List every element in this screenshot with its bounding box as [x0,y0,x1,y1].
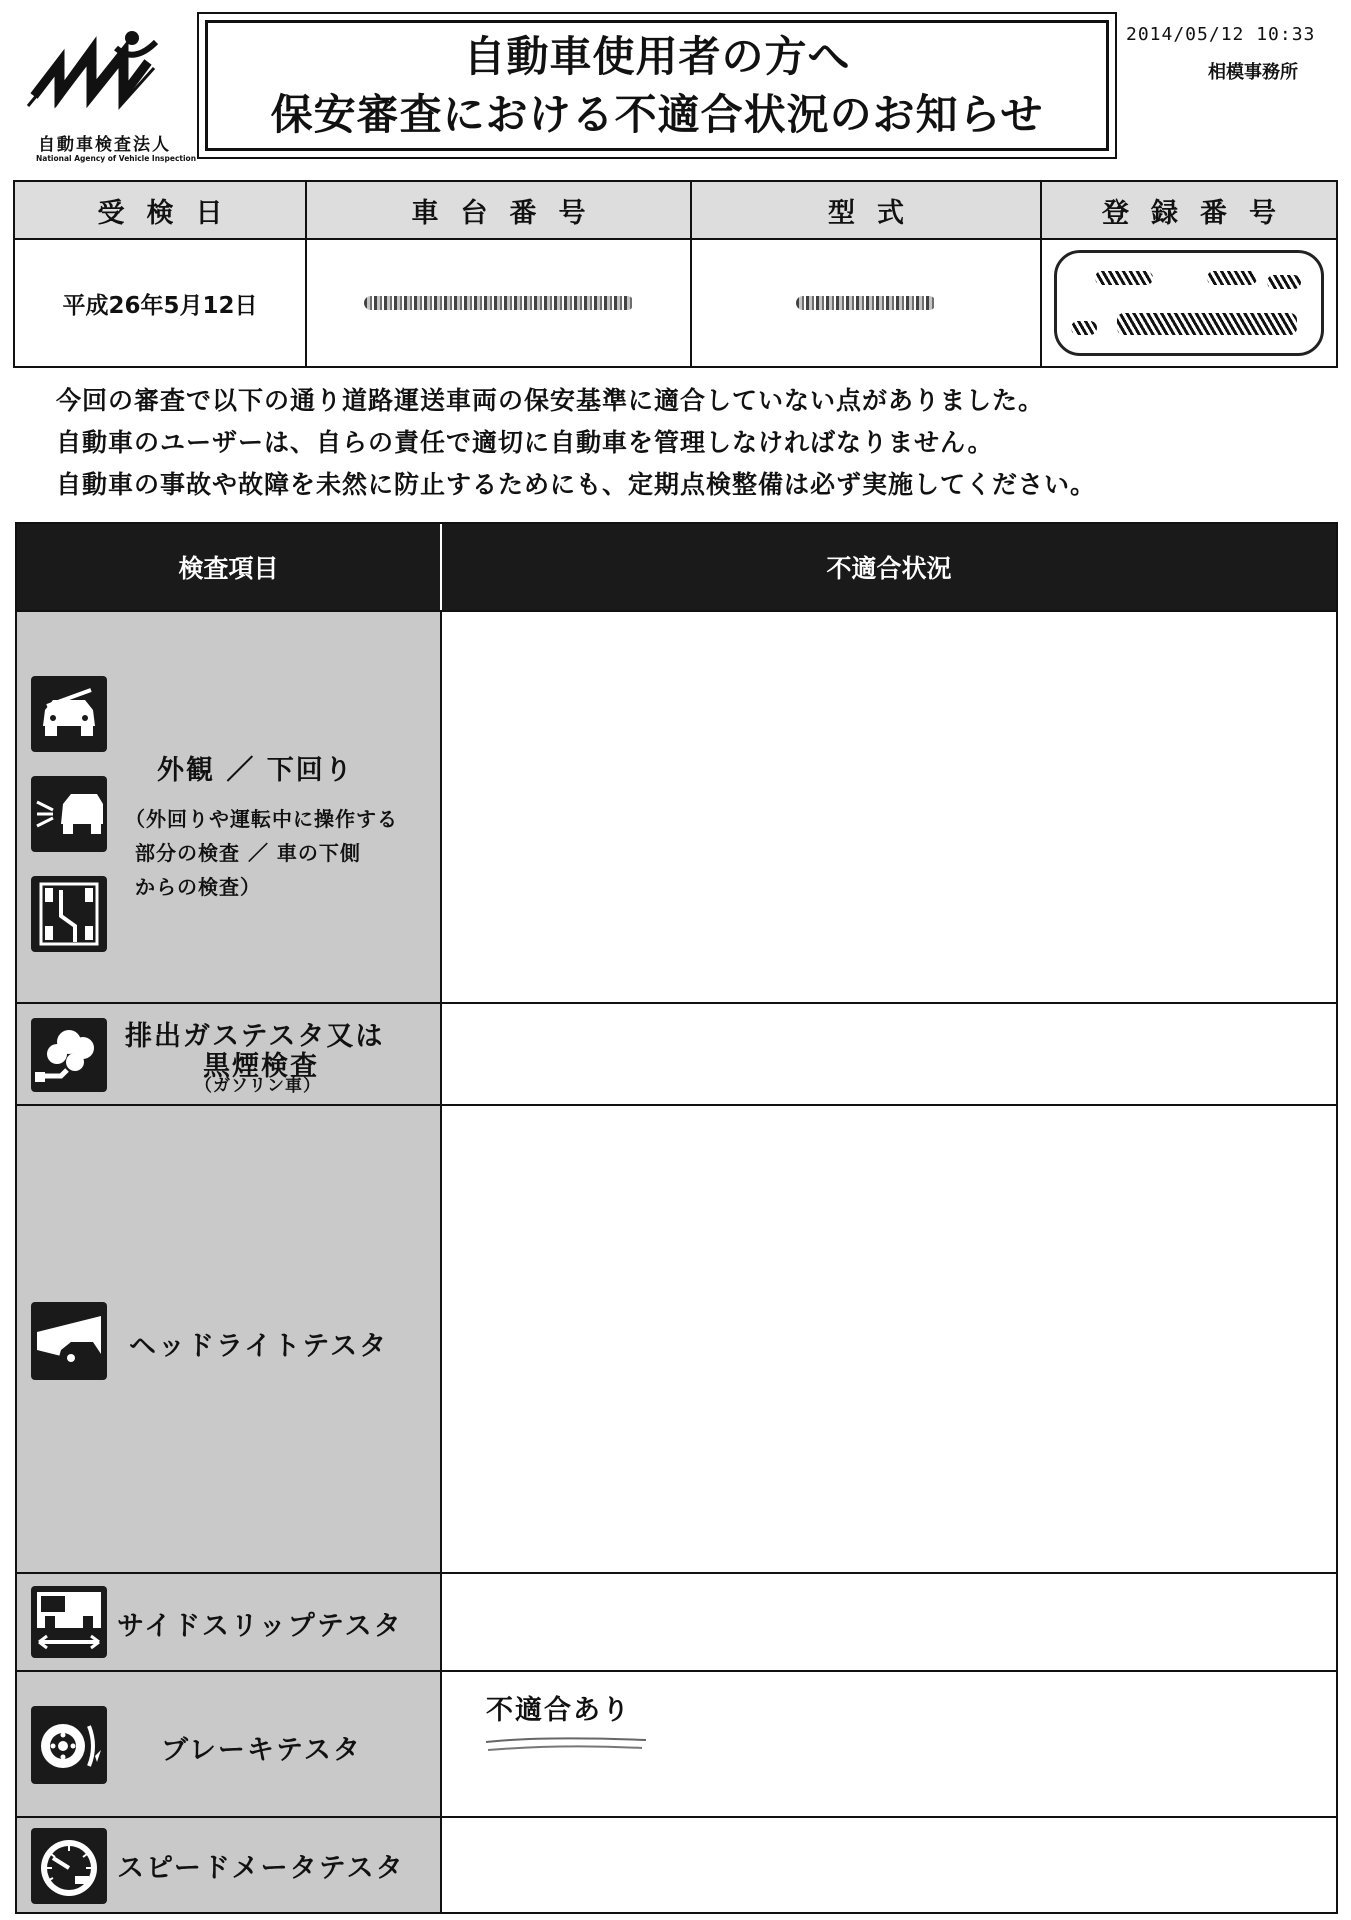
notice-line-2: 自動車のユーザーは、自らの責任で適切に自動車を管理しなければなりません。 [56,428,994,457]
result-row-exhaust [17,1002,1336,1104]
speedometer-icon [31,1828,107,1904]
redaction-scribble [796,296,936,310]
row-item-cell [17,1106,442,1572]
result-row-speedometer [17,1816,1336,1912]
agency-logo [20,22,197,163]
status-cell-speedometer [442,1818,1336,1912]
title-box [197,12,1117,159]
header-chassis-number: 車台番号 [306,181,691,239]
notice-line-3: 自動車の事故や故障を未然に防止するためにも、定期点検整備は必ず実施してください。 [56,470,1097,499]
result-row-side-slip [17,1572,1336,1670]
exhaust-smoke-icon [31,1018,107,1092]
redaction-scribble [1267,275,1301,289]
redaction-scribble [1071,321,1097,335]
office-name: 相模事務所 [1208,62,1298,83]
row-sub-line: （外回りや運転中に操作する [125,807,398,831]
row-item-cell [17,1818,442,1912]
redaction-scribble [1207,271,1257,285]
result-row-headlight [17,1104,1336,1572]
status-nonconforming-text: 不適合あり [486,1695,631,1726]
headlight-icon [31,1302,107,1380]
inspection-date-value: 平成26年5月12日 [14,239,306,367]
license-plate-redacted [1054,250,1324,356]
row-item-cell [17,1574,442,1670]
column-inspection-item: 検査項目 [17,524,442,610]
vehicle-info-table [13,180,1338,368]
row-label-exterior: 外観 ／ 下回り [157,755,354,786]
row-label-brake: ブレーキテスタ [161,1735,362,1766]
title-line-2: 保安審査における不適合状況のお知らせ [270,89,1044,139]
inspection-results-table [15,522,1338,1914]
status-cell-brake [442,1672,1336,1816]
row-sub-exhaust: （ガソリン車） [195,1076,321,1096]
registration-redacted [1041,239,1337,367]
row-label-headlight: ヘッドライトテスタ [129,1331,389,1362]
row-sub-exterior [125,802,398,904]
column-nonconformity-status: 不適合状況 [826,554,952,583]
row-sub-line: からの検査） [135,875,261,899]
redaction-scribble [364,296,634,310]
status-cell-exterior [442,612,1336,1002]
logo-en-text: National Agency of Vehicle Inspection [36,154,197,163]
results-table-header [17,524,1336,610]
notice-line-1: 今回の審査で以下の通り道路運送車両の保安基準に適合していない点がありました。 [56,386,1045,415]
chassis-number-redacted [306,239,691,367]
row-label-line: 排出ガステスタ又は [125,1021,385,1052]
redaction-scribble [1095,271,1153,285]
status-cell-headlight [442,1106,1336,1572]
model-redacted [691,239,1041,367]
handwritten-underline [482,1730,652,1760]
row-sub-line: 部分の検査 ／ 車の下側 [135,841,361,865]
print-datetime: 2014/05/12 10:33 [1126,24,1316,45]
car-light-icon [31,776,107,852]
title-inner [205,20,1109,151]
side-slip-icon [31,1586,107,1658]
redaction-scribble [1117,313,1297,335]
row-item-cell [17,1672,442,1816]
status-cell-exhaust [442,1004,1336,1104]
logo-jp-text: 自動車検査法人 [38,135,171,155]
row-label-exhaust [125,1022,384,1082]
status-cell-side-slip [442,1574,1336,1670]
header-registration-number: 登録番号 [1041,181,1337,239]
brake-icon [31,1706,107,1784]
row-item-cell [17,612,442,1002]
result-row-exterior [17,610,1336,1002]
header-inspection-date: 受検日 [14,181,306,239]
row-label-side-slip: サイドスリップテスタ [117,1611,403,1642]
row-label-line: 黒煙検査 [203,1051,319,1082]
agency-logo-mark [20,22,180,142]
header-model: 型式 [691,181,1041,239]
undercarriage-icon [31,876,107,952]
title-line-1: 自動車使用者の方へ [463,31,851,81]
row-label-speedometer: スピードメータテスタ [117,1853,405,1884]
result-row-brake [17,1670,1336,1816]
notice-text [56,380,1096,506]
row-item-cell [17,1004,442,1104]
car-hood-open-icon [31,676,107,752]
